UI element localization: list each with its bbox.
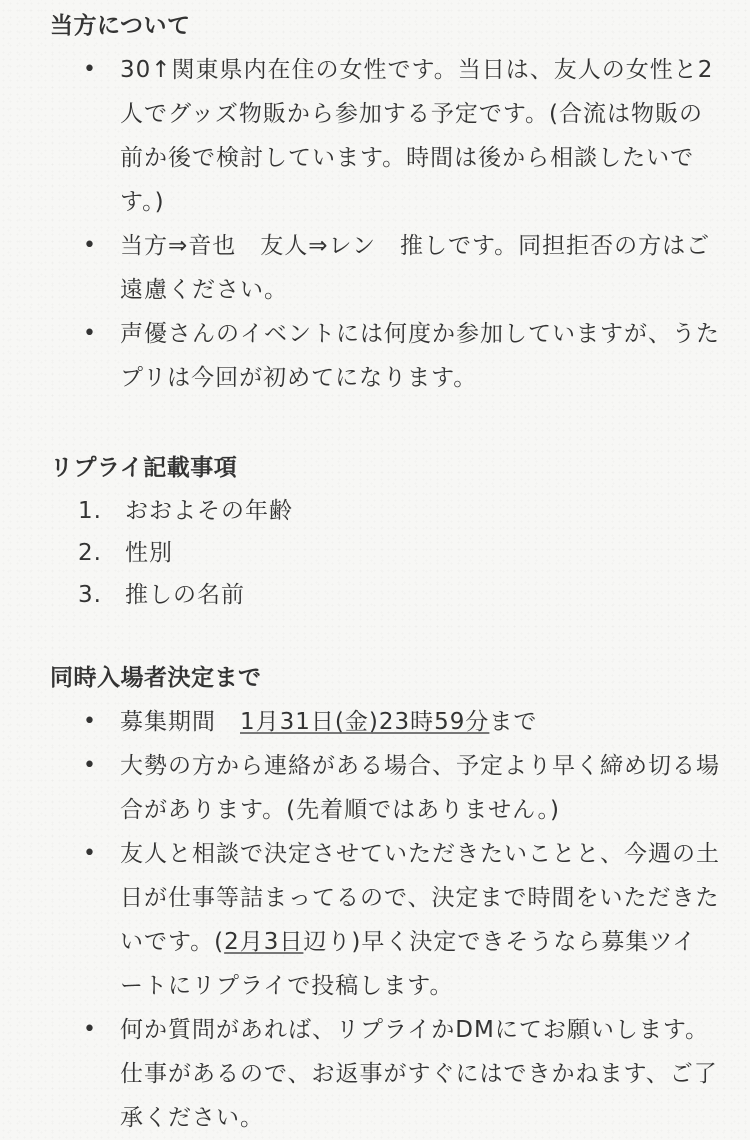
reply-requirements-list xyxy=(50,490,720,616)
section-about-me xyxy=(50,4,720,400)
decision-schedule-list xyxy=(50,700,720,1140)
list-number: 2. xyxy=(78,540,102,566)
list-item xyxy=(50,700,720,744)
list-item-text: 辺り)早く決定できそうなら募集ツイートにリプライで投稿します。 xyxy=(120,929,697,999)
list-item-text: 推しの名前 xyxy=(125,582,245,608)
list-item-text: 友人と相談で決定させていただきたいことと、今週の土日が仕事等詰まってるので、決定まで時間をいただきたいです。( xyxy=(120,841,720,955)
section-decision-schedule xyxy=(50,656,720,1140)
section-heading-about-me: 当方について xyxy=(50,13,191,39)
list-item xyxy=(50,832,720,1008)
recruit-period-label: 募集期間 xyxy=(120,709,240,735)
about-me-list xyxy=(50,48,720,400)
list-item: • 声優さんのイベントには何度か参加していますが、うたプリは今回が初めてになります。 xyxy=(50,312,720,400)
list-item: • 大勢の方から連絡がある場合、予定より早く締め切る場合があります。(先着順ではありません。) xyxy=(50,744,720,832)
list-item xyxy=(50,574,720,616)
recruit-period-suffix: まで xyxy=(489,709,538,735)
list-number: 3. xyxy=(78,582,102,608)
section-reply-requirements xyxy=(50,446,720,616)
section-heading-reply-requirements: リプライ記載事項 xyxy=(50,455,238,481)
list-item: • 30↑関東県内在住の女性です。当日は、友人の女性と2人でグッズ物販から参加する予定です。(合流は物販の前か後で検討しています。時間は後から相談したいです。) xyxy=(50,48,720,224)
decision-date[interactable]: 2月3日 xyxy=(224,929,304,955)
list-item: • 当方⇒音也 友人⇒レン 推しです。同担拒否の方はご遠慮ください。 xyxy=(50,224,720,312)
recruit-deadline-date[interactable]: 1月31日(金)23時59分 xyxy=(240,709,490,735)
list-item xyxy=(50,490,720,532)
section-heading-decision-schedule: 同時入場者決定まで xyxy=(50,665,262,691)
list-item: • 何か質問があれば、リプライかDMにてお願いします。仕事があるので、お返事がすぐにはできかねます、ご了承ください。 xyxy=(50,1008,720,1140)
list-item xyxy=(50,532,720,574)
list-item-text: おおよその年齢 xyxy=(125,498,293,524)
list-item-text: 性別 xyxy=(125,540,173,566)
list-number: 1. xyxy=(78,498,102,524)
